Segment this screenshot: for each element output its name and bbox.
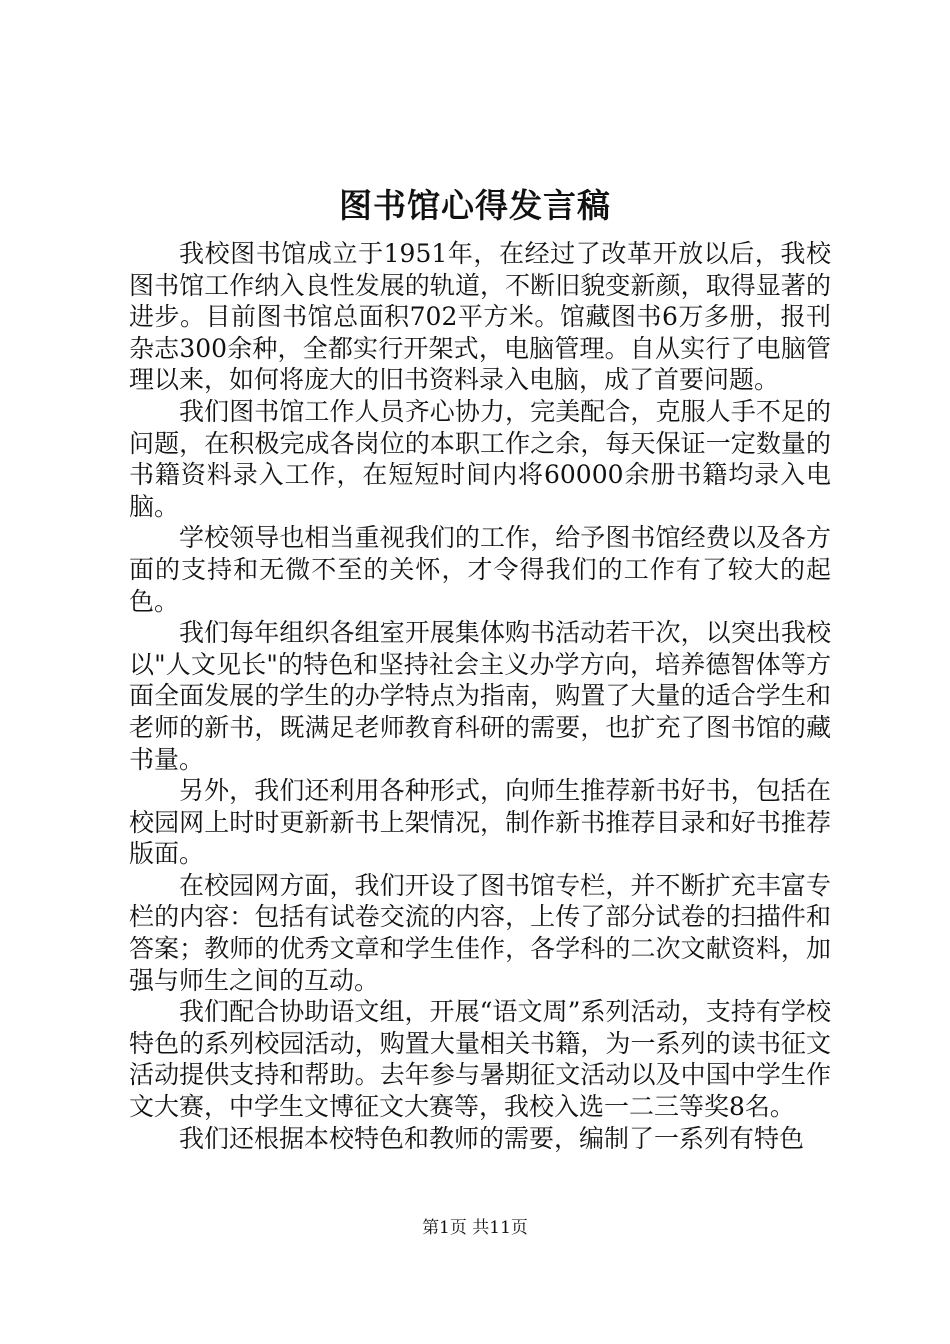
- document-title: 图书馆心得发言稿: [339, 186, 611, 225]
- document-body: [129, 238, 831, 1154]
- paragraph: 另外，我们还利用各种形式，向师生推荐新书好书，包括在校园网上时时更新新书上架情况，制作新书推荐目录和好书推荐版面。: [129, 776, 831, 869]
- page-number-footer: 第1页 共11页: [422, 1218, 528, 1238]
- paragraph: 我们每年组织各组室开展集体购书活动若干次，以突出我校以"人文见长"的特色和坚持社会主义办学方向，培养德智体等方面全面发展的学生的办学特点为指南，购置了大量的适合学生和老师的新书，既满足老师教育科研的需要，也扩充了图书馆的藏书量。: [129, 618, 831, 774]
- paragraph: 我校图书馆成立于1951年，在经过了改革开放以后，我校图书馆工作纳入良性发展的轨道，不断旧貌变新颜，取得显著的进步。目前图书馆总面积702平方米。馆藏图书6万多册，报刊杂志300余种，全都实行开架式，电脑管理。自从实行了电脑管理以来，如何将庞大的旧书资料录入电脑，成了首要问题。: [129, 239, 831, 395]
- paragraph: 我们配合协助语文组，开展“语文周”系列活动，支持有学校特色的系列校园活动，购置大量相关书籍，为一系列的读书征文活动提供支持和帮助。去年参与暑期征文活动以及中国中学生作文大赛，中学生文博征文大赛等，我校入选一二三等奖8名。: [129, 997, 831, 1122]
- paragraph: 我们还根据本校特色和教师的需要，编制了一系列有特色: [179, 1123, 805, 1153]
- paragraph: 我们图书馆工作人员齐心协力，完美配合，克服人手不足的问题，在积极完成各岗位的本职工作之余，每天保证一定数量的书籍资料录入工作，在短短时间内将60000余册书籍均录入电脑。: [129, 396, 831, 521]
- paragraph: 在校园网方面，我们开设了图书馆专栏，并不断扩充丰富专栏的内容：包括有试卷交流的内容，上传了部分试卷的扫描件和答案；教师的优秀文章和学生佳作，各学科的二次文献资料，加强与师生之间的互动。: [129, 870, 831, 995]
- paragraph: 学校领导也相当重视我们的工作，给予图书馆经费以及各方面的支持和无微不至的关怀，才令得我们的工作有了较大的起色。: [129, 523, 831, 616]
